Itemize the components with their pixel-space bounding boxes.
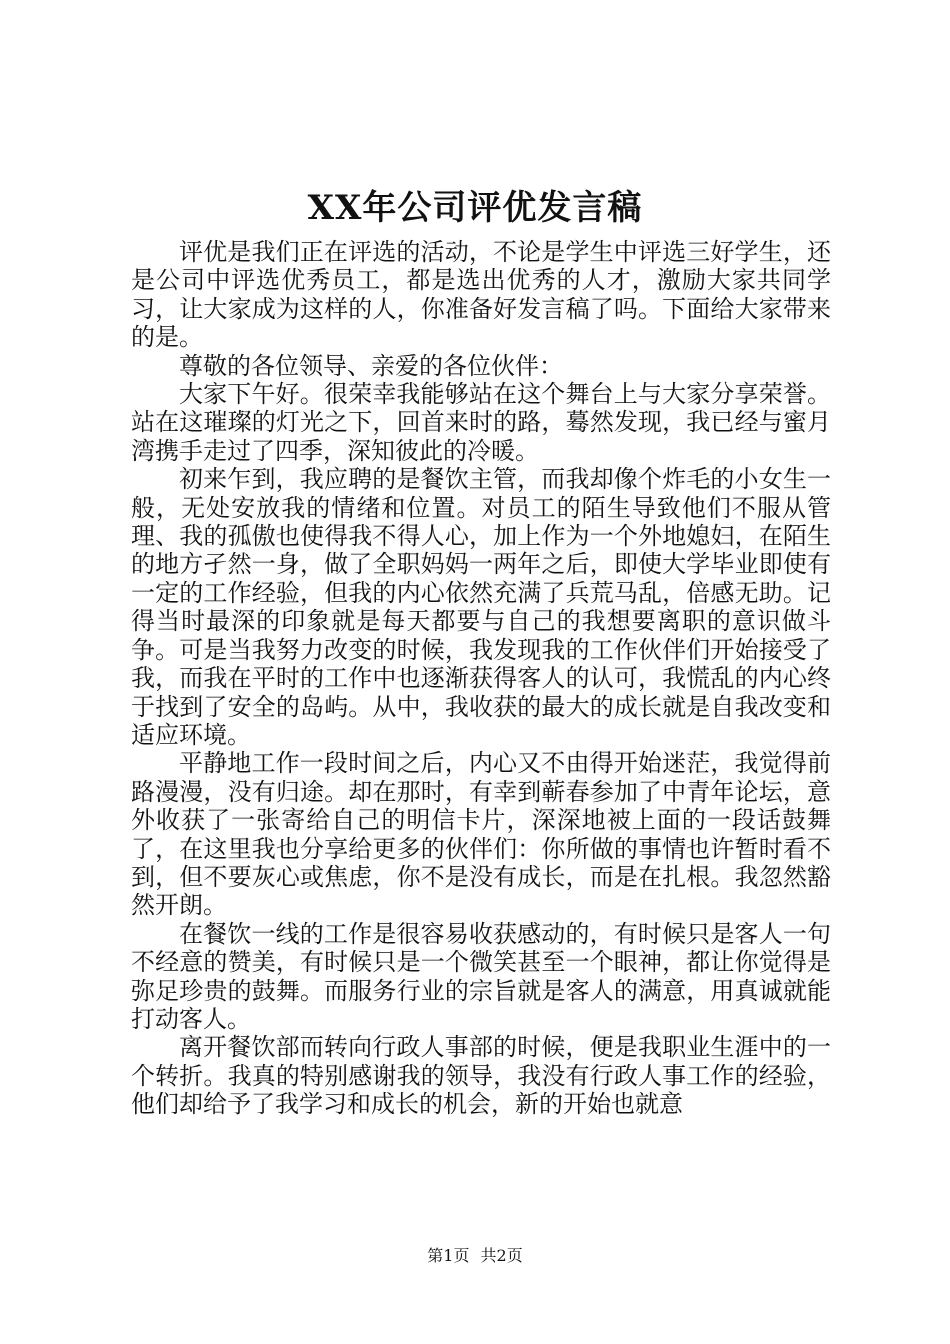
paragraph-intro: 评优是我们正在评选的活动，不论是学生中评选三好学生，还是公司中评选优秀员工，都是选出优秀的人才，激励大家共同学习，让大家成为这样的人，你准备好发言稿了吗。下面给大家带来的是。	[131, 238, 831, 352]
document-title: XX年公司评优发言稿	[307, 188, 643, 228]
paragraph-transition: 离开餐饮部而转向行政人事部的时候，便是我职业生涯中的一个转折。我真的特别感谢我的领导，我没有行政人事工作的经验，他们却给予了我学习和成长的机会，新的开始也就意	[131, 1033, 831, 1119]
paragraph-service: 在餐饮一线的工作是很容易收获感动的，有时候只是客人一句不经意的赞美，有时候只是一个微笑甚至一个眼神，都让你觉得是弥足珍贵的鼓舞。而服务行业的宗旨就是客人的满意，用真诚就能打动客人。	[131, 919, 831, 1033]
page-total: 共2页	[480, 1246, 523, 1265]
page-number: 第1页	[427, 1246, 470, 1265]
paragraph-beginning: 初来乍到，我应聘的是餐饮主管，而我却像个炸毛的小女生一般，无处安放我的情绪和位置。对员工的陌生导致他们不服从管理、我的孤傲也使得我不得人心，加上作为一个外地媳妇，在陌生的地方孑然一身，做了全职妈妈一两年之后，即使大学毕业即使有一定的工作经验，但我的内心依然充满了兵荒马乱，倍感无助。记得当时最深的印象就是每天都要与自己的我想要离职的意识做斗争。可是当我努力改变的时候，我发现我的工作伙伴们开始接受了我，而我在平时的工作中也逐渐获得客人的认可，我慌乱的内心终于找到了安全的岛屿。从中，我收获的最大的成长就是自我改变和适应环境。	[131, 465, 831, 749]
paragraph-salutation: 尊敬的各位领导、亲爱的各位伙伴：	[179, 351, 563, 380]
paragraph-greeting: 大家下午好。很荣幸我能够站在这个舞台上与大家分享荣誉。站在这璀璨的灯光之下，回首来时的路，蓦然发现，我已经与蜜月湾携手走过了四季，深知彼此的冷暖。	[131, 380, 831, 465]
page-footer	[0, 1246, 950, 1266]
document-body	[131, 238, 831, 1119]
paragraph-confusion: 平静地工作一段时间之后，内心又不由得开始迷茫，我觉得前路漫漫，没有归途。却在那时，有幸到蕲春参加了中青年论坛，意外收获了一张寄给自己的明信卡片，深深地被上面的一段话鼓舞了，在这里我也分享给更多的伙伴们：你所做的事情也许暂时看不到，但不要灰心或焦虑，你不是没有成长，而是在扎根。我忽然豁然开朗。	[131, 749, 831, 920]
